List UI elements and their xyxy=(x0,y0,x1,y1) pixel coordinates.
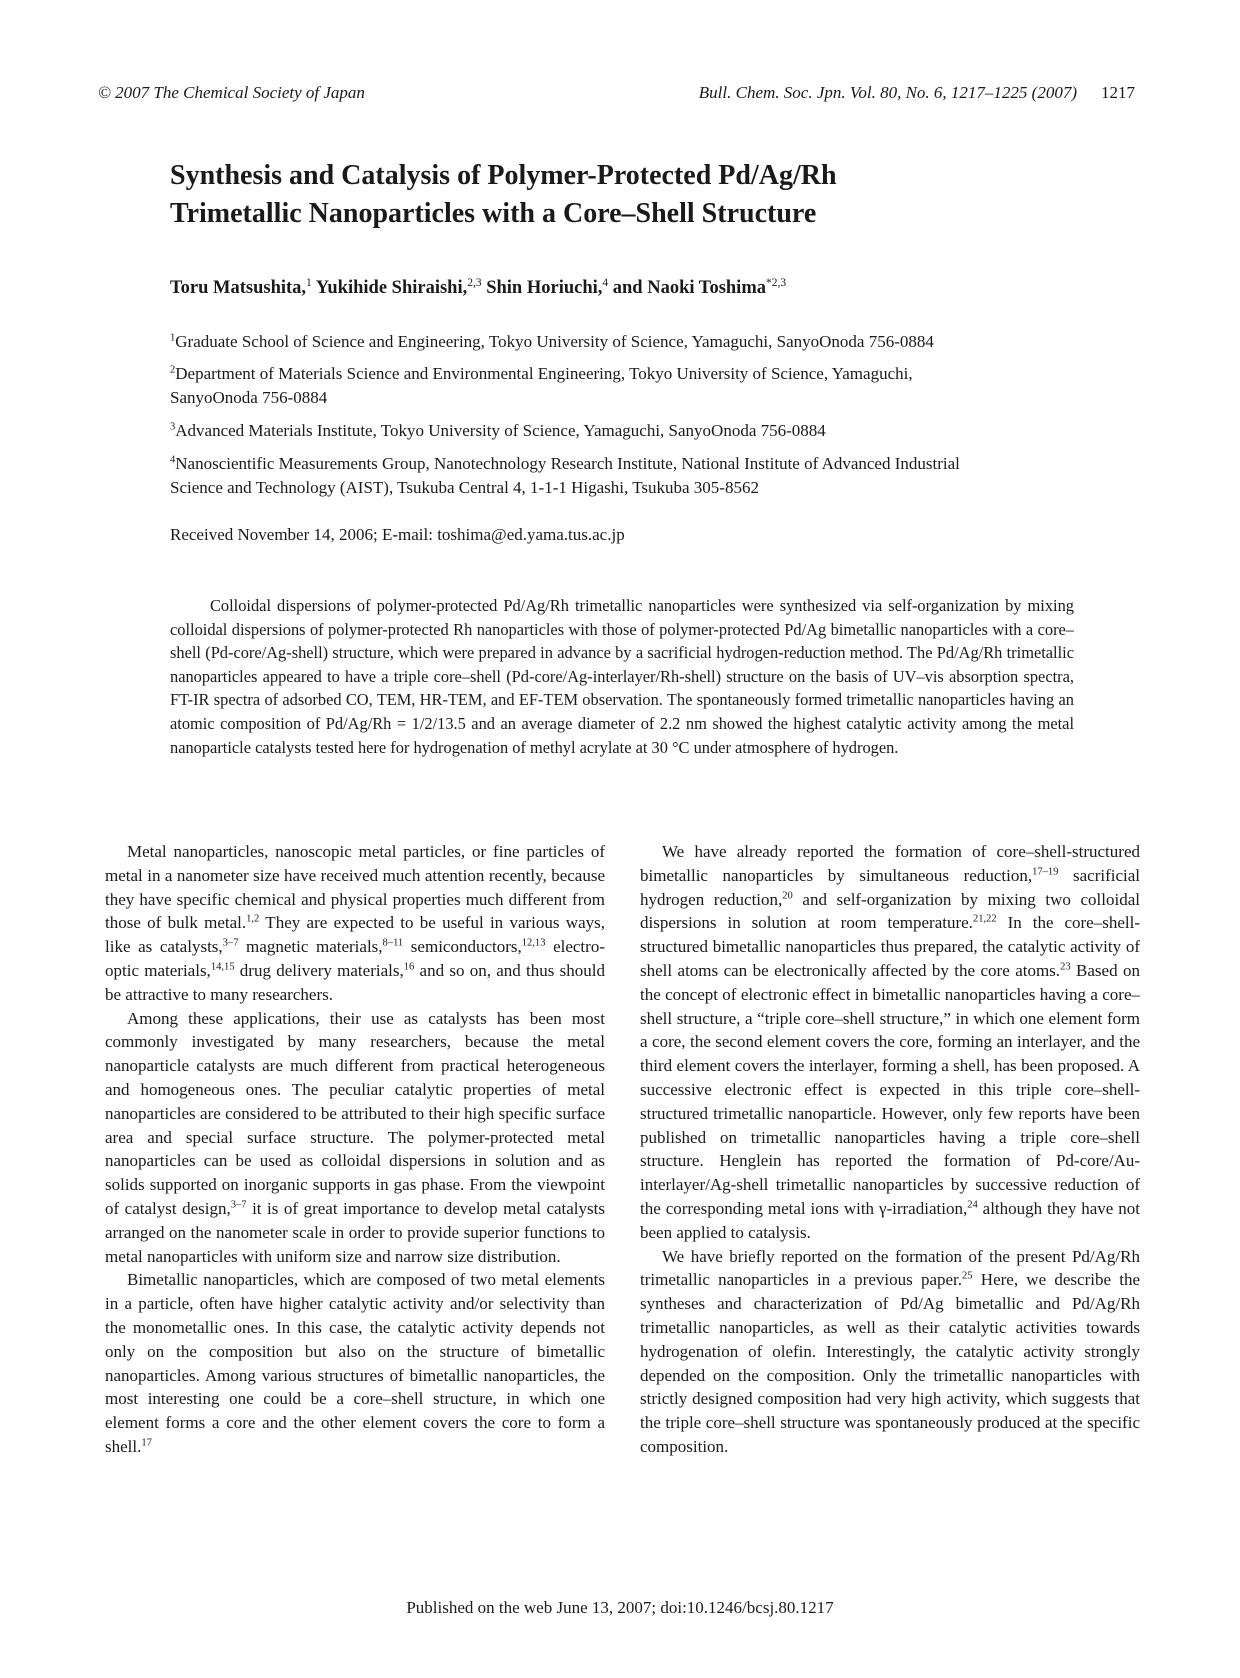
affiliation-number: 3 xyxy=(170,421,176,433)
citation: 23 xyxy=(1060,961,1071,973)
citation: 25 xyxy=(962,1271,973,1283)
text: although they have not been applied to catalysis. xyxy=(640,1198,1141,1242)
affiliation-number: 4 xyxy=(170,454,176,466)
citation: 8–11 xyxy=(382,937,404,949)
affiliation-text: Graduate School of Science and Engineering, Tokyo University of Science, Yamaguchi, SanyoOnoda 756-0884 xyxy=(175,332,934,351)
text: and self-organization by mixing two colloidal dispersions in solution at room temperature. xyxy=(640,889,1140,933)
affiliation-text: Nanoscientific Measurements Group, Nanotechnology Research Institute, National Institute of Advanced Industrial Science and Technology (AIST), Tsukuba Central 4, 1-1-1 Higashi, Tsukuba 305-8562 xyxy=(170,454,960,497)
left-column xyxy=(105,840,605,1459)
text: magnetic materials, xyxy=(238,937,383,957)
citation: 3–7 xyxy=(222,937,239,949)
text: They are expected to be useful in various ways, like as catalysts, xyxy=(105,913,605,957)
author-affiliation-mark: 1 xyxy=(306,277,312,290)
paragraph xyxy=(640,1245,1140,1459)
affiliation xyxy=(170,330,1070,354)
affiliation xyxy=(170,419,1070,443)
paper-title xyxy=(170,157,1070,233)
paragraph xyxy=(105,1268,605,1458)
text: In the core–shell-structured bimetallic nanoparticles thus prepared, the catalytic activity of shell atoms can be electronically affected by the core atoms. xyxy=(640,913,1140,980)
text: Among these applications, their use as catalysts has been most commonly investigated by many researchers, because the metal nanoparticle catalysts are much different from practical heterogeneous and homogeneous ones. The peculiar catalytic properties of metal nanoparticles are considered to be attributed to their high specific surface area and special surface structure. The polymer-protected metal nanoparticles can be used as colloidal dispersions in solution and as solids supported on inorganic supports in gas phase. From the viewpoint of catalyst design, xyxy=(105,1008,605,1218)
citation: 24 xyxy=(967,1199,978,1211)
paragraph xyxy=(105,1007,605,1269)
citation: 20 xyxy=(782,890,793,902)
title-line-1: Synthesis and Catalysis of Polymer-Protected Pd/Ag/Rh xyxy=(170,160,837,191)
title-line-2: Trimetallic Nanoparticles with a Core–Shell Structure xyxy=(170,198,817,229)
text: Based on the concept of electronic effect in bimetallic nanoparticles having a core–shell structure, a “triple core–shell structure,” in which one element form a core, the second element covers the core, forming an interlayer, and the third element covers the interlayer, forming a shell, has been proposed. A successive electronic effect is expected in this triple core–shell-structured trimetallic nanoparticle. However, only few reports have been published on trimetallic nanoparticles having a triple core–shell structure. Henglein has reported the formation of Pd-core/Au-interlayer/Ag-shell trimetallic nanoparticles by successive reduction of the corresponding metal ions with γ-irradiation, xyxy=(640,960,1141,1218)
header-journal xyxy=(699,83,1135,103)
text: Here, we describe the syntheses and characterization of Pd/Ag bimetallic and Pd/Ag/Rh trimetallic nanoparticles, as well as their catalytic activities towards hydrogenation of olefin. Interestingly, the catalytic activity strongly depended on the composition. Only the trimetallic nanoparticles with strictly designed composition had very high activity, which suggests that the triple core–shell structure was spontaneously produced at the specific composition. xyxy=(640,1270,1140,1456)
affiliation-number: 2 xyxy=(170,364,176,376)
right-column xyxy=(640,840,1140,1459)
citation: 17–19 xyxy=(1032,866,1059,878)
text: semiconductors, xyxy=(403,937,522,957)
citation: 16 xyxy=(403,961,415,973)
text: electro-optic materials, xyxy=(105,937,605,980)
affiliation xyxy=(170,452,980,500)
affiliation-number: 1 xyxy=(170,332,176,344)
author-name: Yukihide Shiraishi, xyxy=(315,278,468,298)
text: sacrificial hydrogen reduction, xyxy=(640,865,1140,909)
citation: 14,15 xyxy=(210,961,235,973)
paragraph xyxy=(105,840,605,1007)
author-name: and Naoki Toshima xyxy=(612,278,766,298)
page-number: 1217 xyxy=(1101,83,1135,102)
paragraph xyxy=(640,840,1140,1245)
received-date-email: Received November 14, 2006; E-mail: toshima@ed.yama.tus.ac.jp xyxy=(170,525,625,544)
text: and so on, and thus should be attractive to many researchers. xyxy=(105,960,605,1004)
citation: 12,13 xyxy=(521,937,546,949)
citation: 21,22 xyxy=(972,914,997,926)
citation: 1,2 xyxy=(246,914,260,926)
header-copyright: © 2007 The Chemical Society of Japan xyxy=(98,83,365,102)
publication-footer: Published on the web June 13, 2007; doi:10.1246/bcsj.80.1217 xyxy=(406,1598,834,1617)
text: We have already reported the formation of core–shell-structured bimetallic nanoparticles by simultaneous reduction, xyxy=(640,842,1140,885)
text: Bimetallic nanoparticles, which are composed of two metal elements in a particle, often have higher catalytic activity and/or selectivity than the monometallic ones. In this case, the catalytic activity depends not only on the composition but also on the structure of bimetallic nanoparticles. Among various structures of bimetallic nanoparticles, the most interesting one could be a core–shell structure, in which one element forms a core and the other element covers the core to form a shell. xyxy=(105,1270,605,1456)
text: drug delivery materials, xyxy=(234,960,404,980)
author-affiliation-mark: *2,3 xyxy=(765,277,787,290)
affiliation-text: Department of Materials Science and Environmental Engineering, Tokyo University of Science, Yamaguchi, SanyoOnoda 756-0884 xyxy=(170,364,913,407)
journal-citation: Bull. Chem. Soc. Jpn. Vol. 80, No. 6, 1217–1225 (2007) xyxy=(698,83,1077,102)
affiliation-text: Advanced Materials Institute, Tokyo University of Science, Yamaguchi, SanyoOnoda 756-0884 xyxy=(175,421,826,440)
abstract: Colloidal dispersions of polymer-protected Pd/Ag/Rh trimetallic nanoparticles were synthesized via self-organization by mixing colloidal dispersions of polymer-protected Rh nanoparticles with those of polymer-protected Pd/Ag bimetallic nanoparticles with a core–shell (Pd-core/Ag-shell) structure, which were prepared in advance by a sacrificial hydrogen-reduction method. The Pd/Ag/Rh trimetallic nanoparticles appeared to have a triple core–shell (Pd-core/Ag-interlayer/Rh-shell) structure on the basis of UV–vis absorption spectra, FT-IR spectra of adsorbed CO, TEM, HR-TEM, and EF-TEM observation. The spontaneously formed trimetallic nanoparticles having an atomic composition of Pd/Ag/Rh = 1/2/13.5 and an average diameter of 2.2 nm showed the highest catalytic activity among the metal nanoparticle catalysts tested here for hydrogenation of methyl acrylate at 30 °C under atmosphere of hydrogen. xyxy=(170,596,1074,757)
author-affiliation-mark: 2,3 xyxy=(467,277,482,290)
citation: 3–7 xyxy=(230,1199,247,1211)
author-list xyxy=(170,278,786,299)
author-name: Toru Matsushita, xyxy=(170,278,307,298)
citation: 17 xyxy=(141,1437,152,1449)
text: it is of great importance to develop metal catalysts arranged on the nanometer scale in order to provide superior functions to metal nanoparticles with uniform size and narrow size distribution. xyxy=(105,1198,605,1266)
text: Metal nanoparticles, nanoscopic metal particles, or fine particles of metal in a nanometer size have received much attention recently, because they have specific chemical and physical properties much different from those of bulk metal. xyxy=(105,842,605,933)
affiliation xyxy=(170,362,930,410)
text: We have briefly reported on the formation of the present Pd/Ag/Rh trimetallic nanoparticles in a previous paper. xyxy=(640,1246,1140,1290)
author-affiliation-mark: 4 xyxy=(602,277,609,290)
author-name: Shin Horiuchi, xyxy=(486,278,603,298)
